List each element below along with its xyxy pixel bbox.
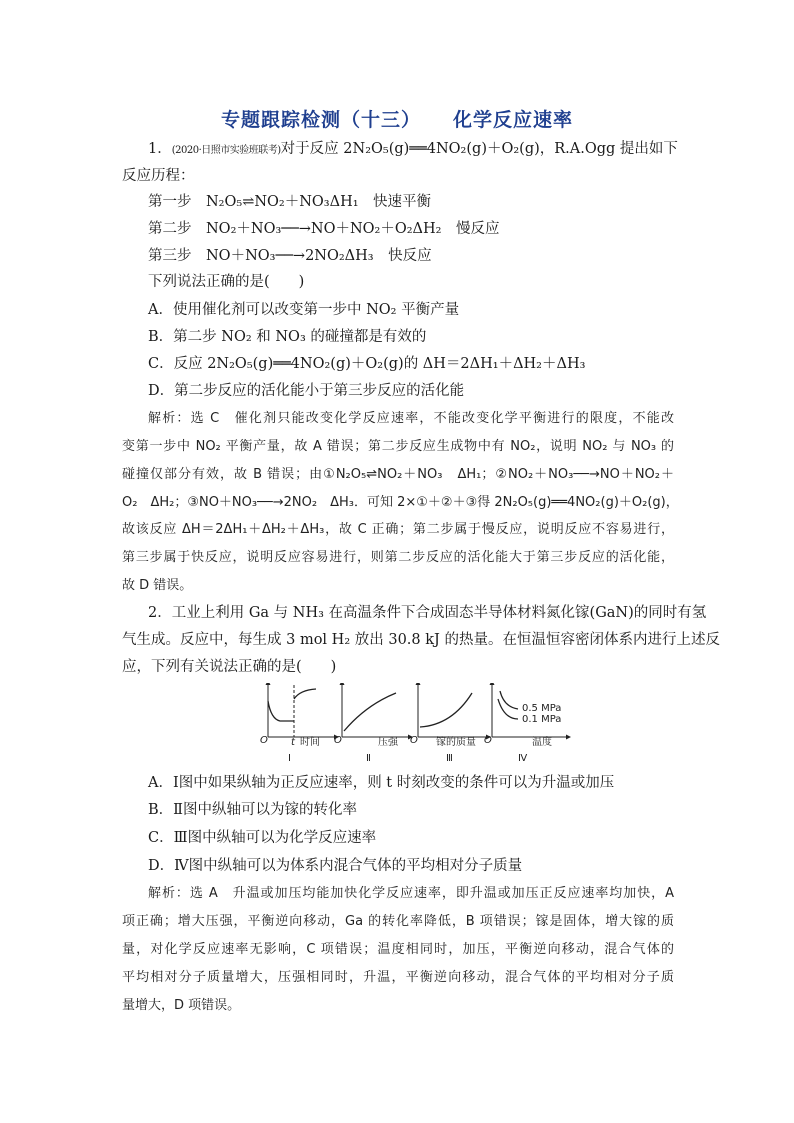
q1-stem-line2: 反应历程： <box>122 168 195 184</box>
g4-curve-label-0.5mpa: 0.5 MPa <box>522 703 562 714</box>
q1-option-c: C．反应 2N₂O₅(g)══4NO₂(g)＋O₂(g)的 ΔH＝2ΔH₁＋ΔH₂＋ΔH₃ <box>148 356 586 372</box>
q1-explanation-line3: 碰撞仅部分有效，故 B 错误；由①N₂O₅⇌NO₂＋NO₃ ΔH₁；②NO₂＋NO₃──→NO＋NO₂＋ <box>122 467 674 482</box>
q1-step2: 第二步 NO₂＋NO₃──→NO＋NO₂＋O₂ΔH₂ 慢反应 <box>148 221 500 237</box>
g3-origin-label: O <box>410 735 418 746</box>
page-title <box>0 105 794 132</box>
g3-curve <box>420 693 472 727</box>
q1-step1: 第一步 N₂O₅⇌NO₂＋NO₃ΔH₁ 快速平衡 <box>148 194 432 210</box>
g4-curve-0.5mpa <box>500 691 518 709</box>
g1-t-label: t <box>291 737 295 748</box>
q1-explanation-line5: 故该反应 ΔH＝2ΔH₁＋ΔH₂＋ΔH₃，故 C 正确；第二步属于慢反应，说明反应不容易进行， <box>122 522 674 537</box>
g4-curve-label-0.1mpa: 0.1 MPa <box>522 714 562 725</box>
g1-roman-label: Ⅰ <box>288 753 291 764</box>
g1-curve-before <box>268 701 294 721</box>
q2-option-b: B．Ⅱ图中纵轴可以为镓的转化率 <box>148 802 358 818</box>
q2-stem-line3: 应，下列有关说法正确的是( ) <box>122 659 337 675</box>
g2-origin-label: O <box>334 735 342 746</box>
q2-graphs-figure <box>260 683 572 765</box>
g1-origin-label: O <box>260 735 268 746</box>
g1-x-label: 时间 <box>300 737 320 748</box>
q1-stem-text: 对于反应 2N₂O₅(g)══4NO₂(g)＋O₂(g)，R.A.Ogg 提出如下 <box>280 141 678 157</box>
g4-x-label: 温度 <box>532 737 552 748</box>
q1-explanation-line1: 解析：选 C 催化剂只能改变化学反应速率，不能改变化学平衡进行的限度，不能改 <box>148 411 674 426</box>
q1-explanation-line2: 变第一步中 NO₂ 平衡产量，故 A 错误；第二步反应生成物中有 NO₂，说明 NO₂ 与 NO₃ 的 <box>122 439 674 454</box>
g4-origin-label: O <box>484 735 492 746</box>
q1-explanation-line7: 故 D 错误。 <box>122 578 193 593</box>
q1-prompt: 下列说法正确的是( ) <box>148 274 305 290</box>
q2-stem-line1: 2．工业上利用 Ga 与 NH₃ 在高温条件下合成固态半导体材料氮化镓(GaN)的同时有氢 <box>148 605 707 621</box>
q1-option-b: B．第二步 NO₂ 和 NO₃ 的碰撞都是有效的 <box>148 329 427 345</box>
q2-explanation-line4: 平均相对分子质量增大，压强相同时，升温，平衡逆向移动，混合气体的平均相对分子质 <box>122 970 674 985</box>
q2-explanation-line2: 项正确；增大压强，平衡逆向移动，Ga 的转化率降低，B 项错误；镓是固体，增大镓的质 <box>122 914 674 929</box>
q2-stem-line2: 气生成。反应中，每生成 3 mol H₂ 放出 30.8 kJ 的热量。在恒温恒容密闭体系内进行上述反 <box>122 632 720 648</box>
g1-y-arrow <box>266 683 271 685</box>
g2-x-label: 压强 <box>378 737 398 748</box>
g1-curve-after <box>294 689 316 699</box>
q1-option-d: D．第二步反应的活化能小于第三步反应的活化能 <box>148 383 465 399</box>
q1-explanation-line4: O₂ ΔH₂；③NO＋NO₃──→2NO₂ ΔH₃．可知 2×①＋②＋③得 2N₂O₅(g)══4NO₂(g)＋O₂(g)， <box>122 495 679 510</box>
q1-option-a: A．使用催化剂可以改变第一步中 NO₂ 平衡产量 <box>148 302 460 318</box>
q2-explanation-line5: 量增大，D 项错误。 <box>122 998 241 1013</box>
g2-y-arrow <box>340 683 345 685</box>
g4-y-arrow <box>490 683 495 685</box>
g2-curve <box>344 693 396 731</box>
g3-roman-label: Ⅲ <box>446 753 453 764</box>
q1-step3: 第三步 NO＋NO₃──→2NO₂ΔH₃ 快反应 <box>148 248 432 264</box>
g4-roman-label: Ⅳ <box>518 753 528 764</box>
title-series: 专题跟踪检测（十三） <box>220 109 421 131</box>
g3-y-arrow <box>416 683 421 685</box>
q2-explanation-line3: 量，对化学反应速率无影响，C 项错误；温度相同时，加压，平衡逆向移动，混合气体的 <box>122 942 674 957</box>
q2-option-c: C．Ⅲ图中纵轴可以为化学反应速率 <box>148 830 377 846</box>
g4-x-arrow <box>566 735 571 740</box>
g2-roman-label: Ⅱ <box>366 753 371 764</box>
q1-stem-line1 <box>148 140 678 160</box>
q1-explanation-line6: 第三步属于快反应，说明反应容易进行，则第二步反应的活化能大于第三步反应的活化能， <box>122 550 674 565</box>
q2-option-a: A．Ⅰ图中如果纵轴为正反应速率，则 t 时刻改变的条件可以为升温或加压 <box>148 775 615 791</box>
q2-option-d: D．Ⅳ图中纵轴可以为体系内混合气体的平均相对分子质量 <box>148 858 523 874</box>
g3-x-label: 镓的质量 <box>436 737 476 748</box>
q1-number: 1． <box>148 141 172 157</box>
q1-source: (2020·日照市实验班联考) <box>171 145 281 156</box>
title-topic: 化学反应速率 <box>453 109 574 131</box>
q2-explanation-line1: 解析：选 A 升温或加压均能加快化学反应速率，即升温或加压正反应速率均加快，A <box>148 886 674 901</box>
